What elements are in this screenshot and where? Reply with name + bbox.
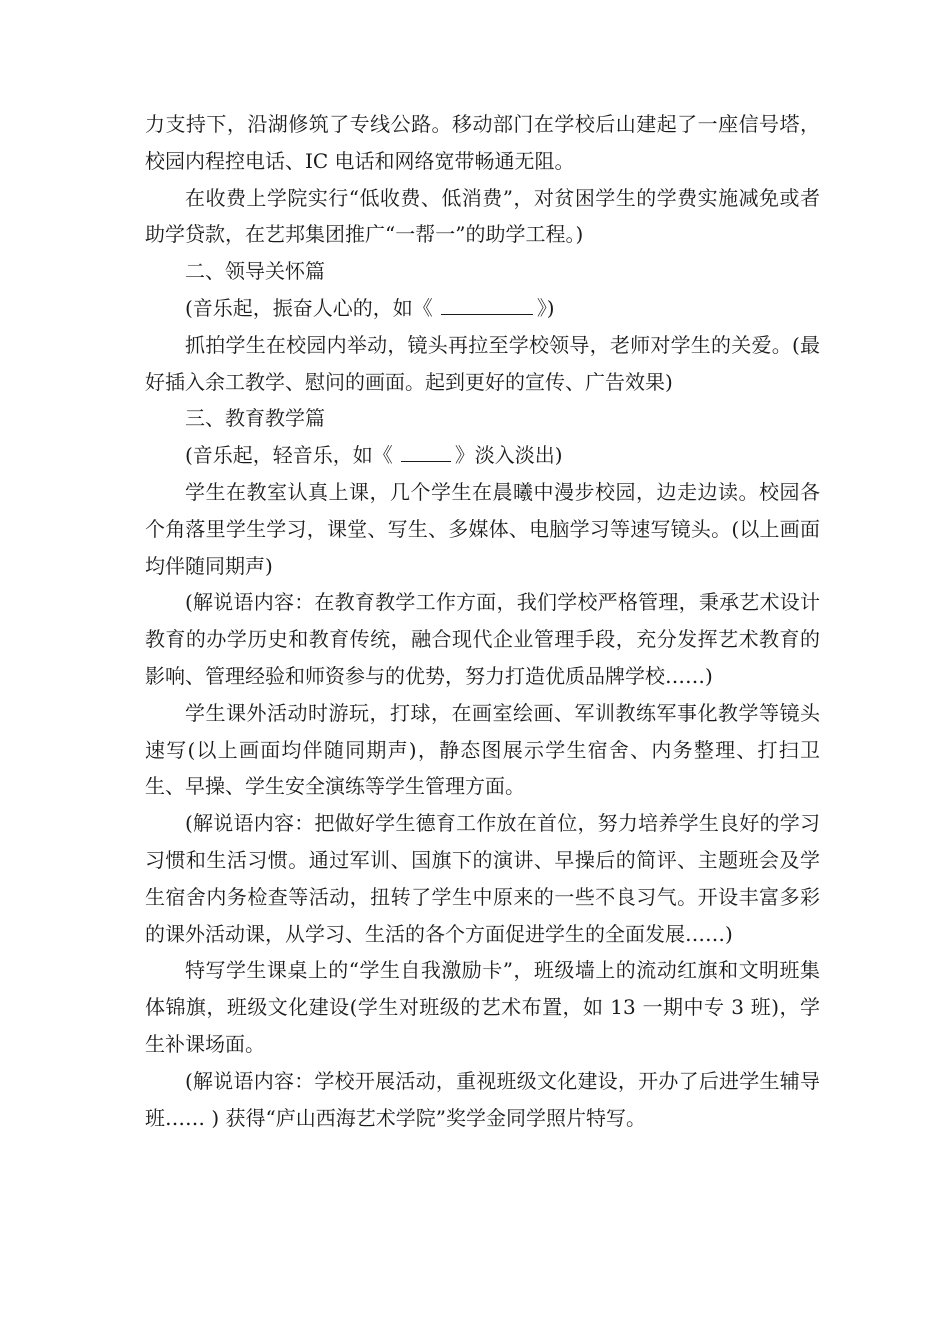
music-cue-2-prefix: (音乐起，轻音乐，如《 [185, 443, 393, 468]
paragraph-fees: 在收费上学院实行“低收费、低消费”，对贫困学生的学费实施减免或者助学贷款，在艺邦集团推广“一帮一”的助学工程。) [145, 185, 820, 247]
paragraph-music-cue-2 [145, 437, 820, 474]
paragraph-classroom: 学生在教室认真上课，几个学生在晨曦中漫步校园，边走边读。校园各个角落里学生学习，课堂、写生、多媒体、电脑学习等速写镜头。(以上画面均伴随同期声) [145, 479, 820, 578]
paragraph-music-cue-1 [145, 290, 820, 327]
paragraph-narration-class-culture: (解说语内容：学校开展活动，重视班级文化建设，开办了后进学生辅导班…… ) 获得“庐山西海艺术学院”奖学金同学照片特写。 [145, 1068, 820, 1130]
song-title-blank-1 [441, 314, 533, 315]
section-heading-education: 三、教育教学篇 [185, 406, 325, 431]
music-cue-1-prefix: (音乐起，振奋人心的，如《 [185, 295, 433, 320]
music-cue-1-suffix: 》) [536, 295, 555, 320]
paragraph-closeups: 特写学生课桌上的“学生自我激励卡”，班级墙上的流动红旗和文明班集体锦旗，班级文化建设(学生对班级的艺术布置，如 13 一期中专 3 班)，学生补课场面。 [145, 958, 820, 1056]
music-cue-2-suffix: 》淡入淡出) [454, 443, 563, 468]
section-heading-leadership: 二、领导关怀篇 [185, 259, 325, 284]
paragraph-narration-moral: (解说语内容：把做好学生德育工作放在首位，努力培养学生良好的学习习惯和生活习惯。通过军训、国旗下的演讲、早操后的简评、主题班会及学生宿舍内务检查等活动，扭转了学生中原来的一些不良习气。开设丰富多彩的课外活动课，从学习、生活的各个方面促进学生的全面发展……) [145, 811, 820, 946]
paragraph-leader-care: 抓拍学生在校园内举动，镜头再拉至学校领导，老师对学生的关爱。(最好插入余工教学、慰问的画面。起到更好的宣传、广告效果) [145, 332, 820, 394]
paragraph-activities: 学生课外活动时游玩，打球，在画室绘画、军训教练军事化教学等镜头速写(以上画面均伴随同期声)，静态图展示学生宿舍、内务整理、打扫卫生、早操、学生安全演练等学生管理方面。 [145, 700, 820, 799]
song-title-blank-2 [401, 461, 451, 462]
paragraph-continued: 力支持下，沿湖修筑了专线公路。移动部门在学校后山建起了一座信号塔，校园内程控电话、IC 电话和网络宽带畅通无阻。 [145, 112, 820, 173]
paragraph-narration-teaching: (解说语内容：在教育教学工作方面，我们学校严格管理，秉承艺术设计教育的办学历史和教育传统，融合现代企业管理手段，充分发挥艺术教育的影响、管理经验和师资参与的优势，努力打造优质品牌学校……) [145, 590, 820, 688]
